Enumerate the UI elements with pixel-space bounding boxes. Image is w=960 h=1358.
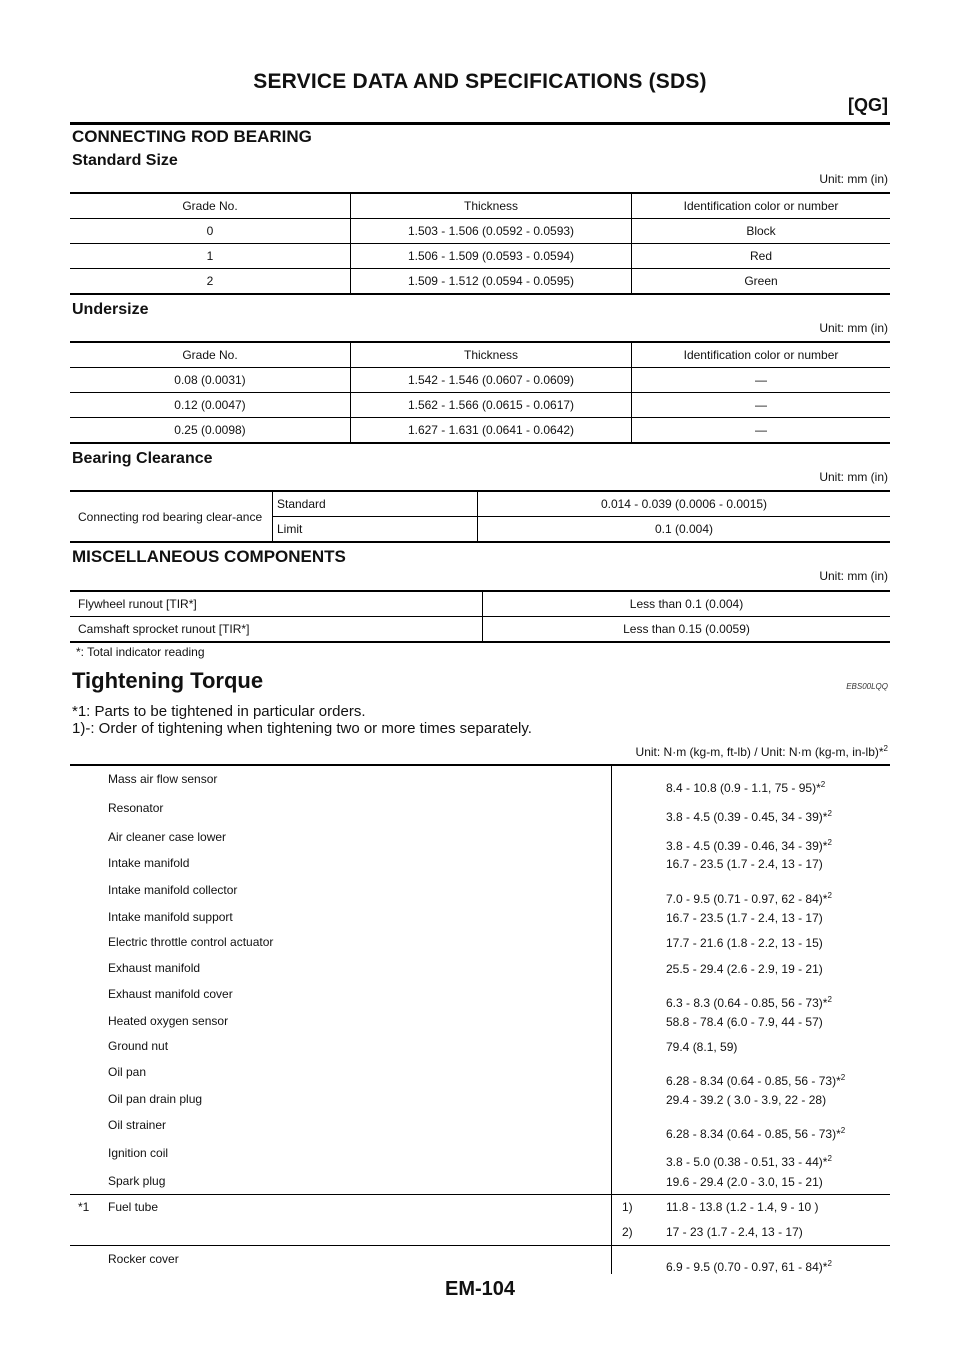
tir-footnote: *: Total indicator reading [76, 645, 205, 659]
part-name: Exhaust manifold [108, 961, 201, 975]
part-name: Resonator [108, 801, 164, 815]
tightening-torque-title: Tightening Torque [72, 668, 264, 693]
torque-value: 3.8 - 5.0 (0.38 - 0.51, 33 - 44)*$^2$ [666, 1154, 832, 1169]
column-header: Thickness [351, 193, 632, 219]
table-cell: Camshaft sprocket runout [TIR*] [78, 622, 250, 636]
torque-unit [636, 744, 888, 759]
undersize-heading: Undersize [72, 301, 149, 318]
header-rule [70, 122, 890, 125]
misc-components-unit: Unit: mm (in) [819, 569, 888, 583]
part-name: Oil strainer [108, 1118, 167, 1132]
table-cell: 1 [70, 244, 351, 269]
table-cell: 1.562 - 1.566 (0.0615 - 0.0617) [351, 393, 632, 418]
row-divider [70, 1245, 890, 1246]
torque-value: 19.6 - 29.4 (2.0 - 3.0, 15 - 21) [666, 1175, 823, 1189]
column-header: Identification color or number [632, 342, 891, 368]
torque-value: 7.0 - 9.5 (0.71 - 0.97, 62 - 84)*$^2$ [666, 891, 832, 906]
table-row [70, 269, 890, 295]
step-label: 1) [622, 1200, 633, 1214]
table-cell: Green [632, 269, 891, 295]
misc-components-table [70, 590, 890, 643]
table-cell: Block [632, 219, 891, 244]
torque-unit-sup: 2 [883, 744, 888, 753]
torque-value: 11.8 - 13.8 (1.2 - 1.4, 9 - 10 ) [666, 1200, 819, 1214]
table-cell: Red [632, 244, 891, 269]
table-row [70, 368, 890, 393]
torque-unit-text: Unit: N·m (kg-m, ft-lb) / Unit: N·m (kg-m, in-lb)* [635, 745, 884, 759]
connecting-rod-bearing-heading: CONNECTING ROD BEARING [72, 127, 312, 146]
step-label: 2) [622, 1225, 633, 1239]
table-cell: Less than 0.1 (0.004) [483, 591, 891, 617]
section-reference-code: EBS00LQQ [846, 682, 888, 691]
table-row [70, 591, 890, 617]
part-name: Oil pan drain plug [108, 1092, 203, 1106]
torque-value: 25.5 - 29.4 (2.6 - 2.9, 19 - 21) [666, 962, 823, 976]
column-header: Thickness [351, 342, 632, 368]
sequence-marker: *1 [78, 1200, 90, 1214]
torque-value: 6.3 - 8.3 (0.64 - 0.85, 56 - 73)*$^2$ [666, 995, 832, 1010]
table-cell: Less than 0.15 (0.0059) [483, 617, 891, 643]
table-cell: — [632, 418, 891, 444]
torque-value: 16.7 - 23.5 (1.7 - 2.4, 13 - 17) [666, 911, 823, 925]
part-name: Electric throttle control actuator [108, 935, 274, 949]
table-row [70, 617, 890, 643]
torque-note-1: *1: Parts to be tightened in particular orders. [72, 703, 366, 720]
table-row [70, 418, 890, 444]
part-name: Fuel tube [108, 1200, 159, 1214]
part-name: Rocker cover [108, 1252, 179, 1266]
clearance-item-label: Connecting rod bearing clear-ance [70, 491, 273, 542]
bearing-clearance-unit: Unit: mm (in) [819, 470, 888, 484]
part-name: Intake manifold collector [108, 883, 238, 897]
table-cell: — [632, 393, 891, 418]
torque-value: 8.4 - 10.8 (0.9 - 1.1, 75 - 95)*$^2$ [666, 780, 826, 795]
part-name: Ignition coil [108, 1146, 169, 1160]
table-header-row [70, 342, 890, 368]
torque-value: 6.9 - 9.5 (0.70 - 0.97, 61 - 84)*$^2$ [666, 1259, 832, 1274]
table-row [70, 244, 890, 269]
torque-value: 6.28 - 8.34 (0.64 - 0.85, 56 - 73)*$^2$ [666, 1073, 846, 1088]
part-name: Intake manifold [108, 856, 190, 870]
table-header-row [70, 193, 890, 219]
column-header: Identification color or number [632, 193, 891, 219]
torque-value: 17.7 - 21.6 (1.8 - 2.2, 13 - 15) [666, 936, 823, 950]
table-row [70, 393, 890, 418]
clearance-limit-label: Limit [273, 517, 478, 543]
table-cell: 1.503 - 1.506 (0.0592 - 0.0593) [351, 219, 632, 244]
torque-value: 17 - 23 (1.7 - 2.4, 13 - 17) [666, 1225, 803, 1239]
table-cell: 1.627 - 1.631 (0.0641 - 0.0642) [351, 418, 632, 444]
table-cell: 0.25 (0.0098) [174, 423, 246, 437]
torque-value: 6.28 - 8.34 (0.64 - 0.85, 56 - 73)*$^2$ [666, 1126, 846, 1141]
torque-value: 16.7 - 23.5 (1.7 - 2.4, 13 - 17) [666, 857, 823, 871]
part-name: Oil pan [108, 1065, 147, 1079]
part-name: Heated oxygen sensor [108, 1014, 229, 1028]
bearing-clearance-heading: Bearing Clearance [72, 450, 213, 467]
undersize-table [70, 341, 890, 444]
table-cell: — [632, 368, 891, 393]
bearing-clearance-table [70, 490, 890, 543]
part-name: Spark plug [108, 1174, 166, 1188]
table-row [70, 219, 890, 244]
table-cell: 0 [70, 219, 351, 244]
table-cell: 1.506 - 1.509 (0.0593 - 0.0594) [351, 244, 632, 269]
table-cell: 1.542 - 1.546 (0.0607 - 0.0609) [351, 368, 632, 393]
part-name: Intake manifold support [108, 910, 233, 924]
torque-value: 29.4 - 39.2 ( 3.0 - 3.9, 22 - 28) [666, 1093, 827, 1107]
column-header: Grade No. [70, 342, 351, 368]
table-cell: Flywheel runout [TIR*] [70, 591, 483, 617]
clearance-standard-value: 0.014 - 0.039 (0.0006 - 0.0015) [478, 491, 891, 517]
table-cell: 0.08 (0.0031) [70, 368, 351, 393]
standard-size-unit: Unit: mm (in) [819, 172, 888, 186]
table-row [70, 491, 890, 517]
torque-value: 58.8 - 78.4 (6.0 - 7.9, 44 - 57) [666, 1015, 823, 1029]
part-name: Air cleaner case lower [108, 830, 227, 844]
table-cell: 0.12 (0.0047) [70, 393, 351, 418]
table-cell: 1.509 - 1.512 (0.0594 - 0.0595) [351, 269, 632, 295]
section-code: [QG] [848, 95, 888, 115]
table-cell: 2 [206, 274, 214, 288]
column-header: Grade No. [70, 193, 351, 219]
torque-value: 79.4 (8.1, 59) [666, 1040, 738, 1054]
clearance-standard-label: Standard [273, 491, 478, 517]
part-name: Mass air flow sensor [108, 772, 218, 786]
page-number: EM-104 [444, 1278, 516, 1300]
torque-note-2: 1)-: Order of tightening when tightening two or more times separately. [72, 720, 532, 737]
misc-components-heading: MISCELLANEOUS COMPONENTS [72, 547, 346, 566]
torque-value: 3.8 - 4.5 (0.39 - 0.46, 34 - 39)*$^2$ [666, 838, 832, 853]
column-divider [611, 766, 612, 1274]
part-name: Exhaust manifold cover [108, 987, 233, 1001]
page-title: SERVICE DATA AND SPECIFICATIONS (SDS) [253, 70, 707, 93]
clearance-limit-value: 0.1 (0.004) [478, 517, 891, 543]
standard-size-heading: Standard Size [72, 152, 178, 169]
torque-table [70, 764, 890, 1274]
standard-size-table [70, 192, 890, 295]
row-divider [70, 1194, 890, 1195]
undersize-unit: Unit: mm (in) [819, 321, 888, 335]
part-name: Ground nut [108, 1039, 169, 1053]
torque-value: 3.8 - 4.5 (0.39 - 0.45, 34 - 39)*$^2$ [666, 809, 832, 824]
